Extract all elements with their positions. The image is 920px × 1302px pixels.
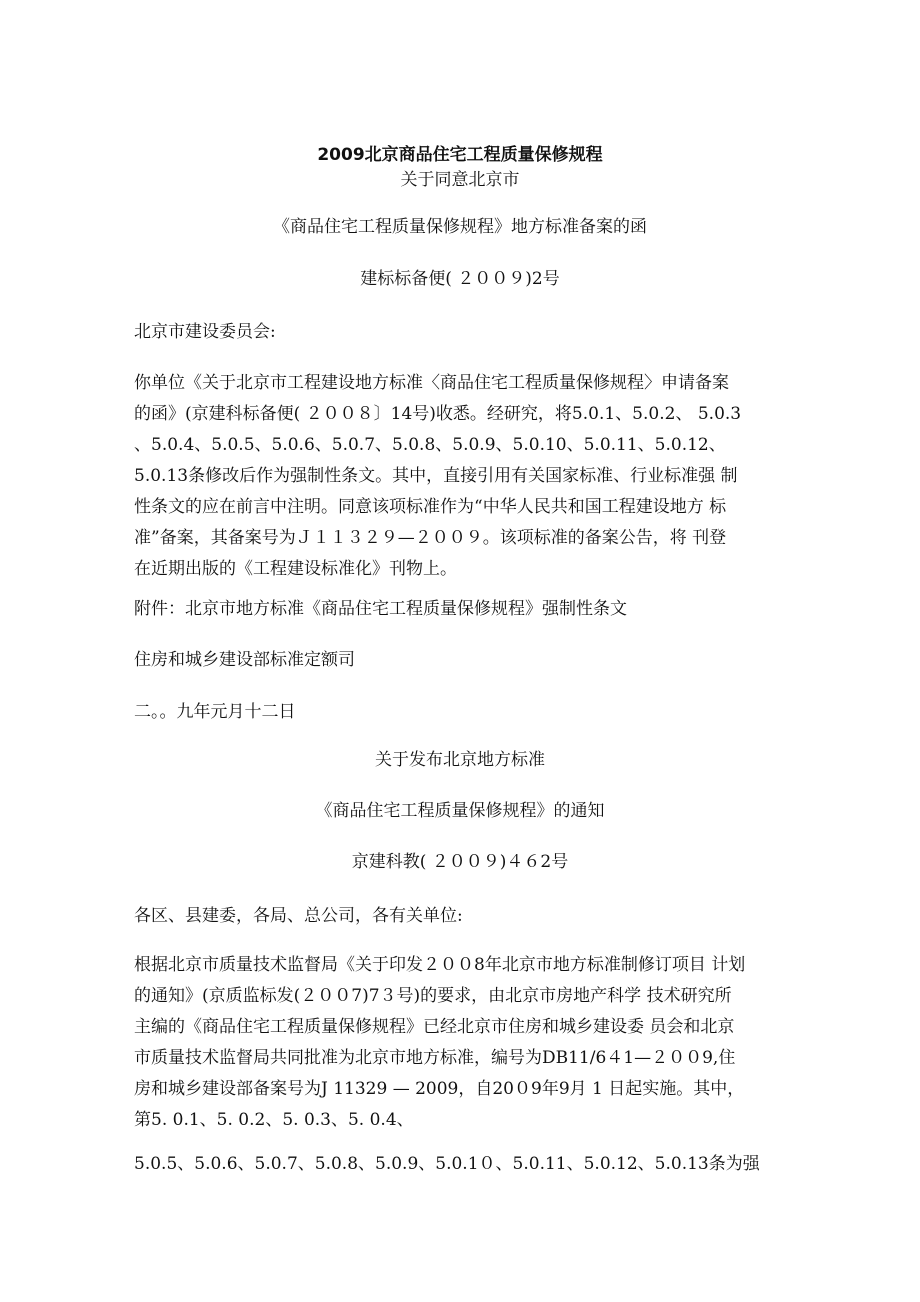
letter2-addressee: 各区、县建委，各局、总公司，各有关单位: xyxy=(134,906,463,926)
letter2-body-line: 房和城乡建设部备案号为J 11329 — 2009，自20０9年9月 1 日起实施。其中， xyxy=(134,1079,745,1099)
letter1-body-line: 准”备案，其备案号为Ｊ１１３２９—２００９。该项标准的备案公告，将 刊登 xyxy=(134,528,727,548)
letter2-body-line: 第5. 0.1、5. 0.2、5. 0.3、5. 0.4、 xyxy=(134,1110,414,1130)
letter1-attachment: 附件：北京市地方标准《商品住宅工程质量保修规程》强制性条文 xyxy=(134,599,627,619)
letter1-body-line: 5.0.13条修改后作为强制性条文。其中，直接引用有关国家标准、行业标准强 制 xyxy=(134,466,738,486)
document-title: 2009北京商品住宅工程质量保修规程 xyxy=(317,145,603,165)
letter1-number: 建标标备便( ２００９)2号 xyxy=(360,269,560,289)
letter1-body-line: 的函》(京建科标备便( ２００８〕14号)收悉。经研究，将5.0.1、5.0.2、 5.0.3 xyxy=(134,404,742,424)
letter2-number: 京建科教( ２００９)４６2号 xyxy=(351,852,569,872)
letter1-heading-2: 《商品住宅工程质量保修规程》地方标准备案的函 xyxy=(273,217,647,237)
letter1-body-line: 在近期出版的《工程建设标准化》刊物上。 xyxy=(134,559,457,579)
letter2-body-line: 市质量技术监督局共同批准为北京市地方标准，编号为DB11/6４1—２００9,住 xyxy=(134,1048,736,1068)
letter1-body-line: 你单位《关于北京市工程建设地方标准〈商品住宅工程质量保修规程〉申请备案 xyxy=(134,373,729,393)
letter1-body xyxy=(134,368,804,585)
letter2-body xyxy=(134,950,804,1136)
letter1-addressee: 北京市建设委员会: xyxy=(134,322,276,342)
letter2-body-continuation: 5.0.5、5.0.6、5.0.7、5.0.8、5.0.9、5.0.1０、5.0.11、5.0.12、5.0.13条为强 xyxy=(134,1154,760,1174)
letter1-signer: 住房和城乡建设部标准定额司 xyxy=(134,650,355,670)
letter2-body-line: 根据北京市质量技术监督局《关于印发２００8年北京市地方标准制修订项目 计划 xyxy=(134,955,746,975)
letter1-body-line: 性条文的应在前言中注明。同意该项标准作为“中华人民共和国工程建设地方 标 xyxy=(134,497,727,517)
letter2-body-line: 的通知》(京质监标发(２００7)7３号)的要求，由北京市房地产科学 技术研究所 xyxy=(134,986,732,1006)
letter2-heading-2: 《商品住宅工程质量保修规程》的通知 xyxy=(315,801,605,821)
letter1-body-line: 、5.0.4、5.0.5、5.0.6、5.0.7、5.0.8、5.0.9、5.0.10、5.0.11、5.0.12、 xyxy=(134,435,726,455)
letter2-body-line: 主编的《商品住宅工程质量保修规程》已经北京市住房和城乡建设委 员会和北京 xyxy=(134,1017,735,1037)
letter1-heading-1: 关于同意北京市 xyxy=(400,170,520,190)
letter1-date: 二。。九年元月十二日 xyxy=(134,702,296,722)
letter2-heading-1: 关于发布北京地方标准 xyxy=(375,750,545,770)
